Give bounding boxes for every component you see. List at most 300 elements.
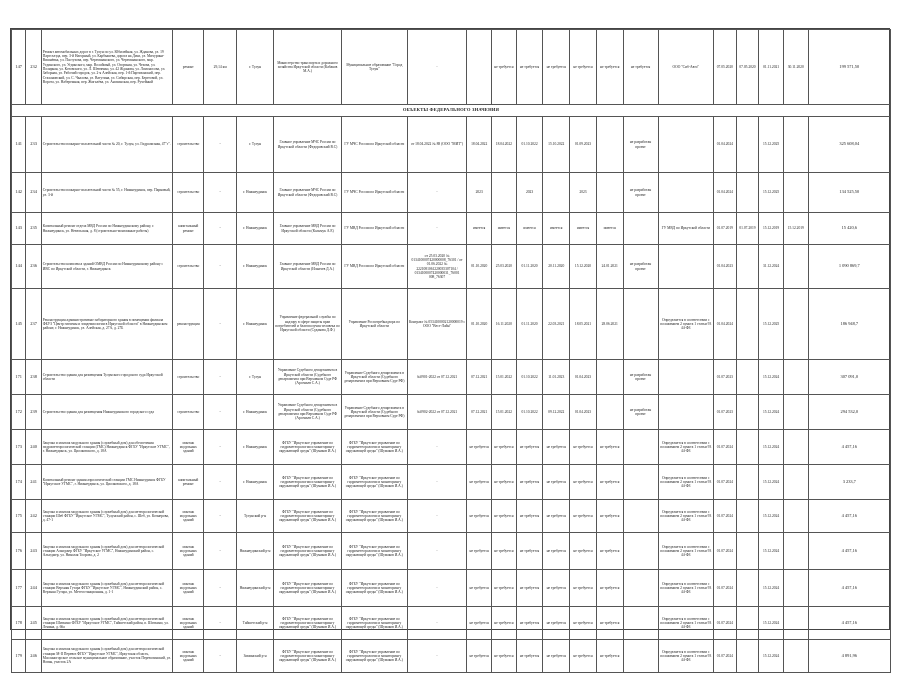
cell-n1: 143 <box>12 213 26 245</box>
cell-customer: Управление Судебного департамента в Иркутской области (Судебного департамента при Верховном Суде РФ (Арсеньев С.А.) <box>274 395 342 430</box>
cell-kind: ремонт <box>173 30 204 105</box>
cell-power: - <box>204 607 237 640</box>
cell-sum: 307 091,0 <box>808 360 890 395</box>
cell-c6: не требуется <box>596 640 623 673</box>
cell-d4 <box>783 245 808 289</box>
cell-sum: 4 457,16 <box>808 430 890 465</box>
cell-c7 <box>623 465 658 500</box>
cell-c5: 18.05.2021 <box>570 289 597 360</box>
cell-n1: 142 <box>12 173 26 213</box>
cell-builder: Управление Судебного департамента в Иркутской области (Судебного департамента при Верховном Суде РФ) <box>341 360 407 395</box>
cell-c5: 01.04.2023 <box>570 360 597 395</box>
cell-c3: не требуется <box>516 533 543 570</box>
cell-customer: Главное управление МЧС России по Иркутской области (Федоровский В.С) <box>274 117 342 173</box>
cell-object: Строительство комплекса зданий ОМВД России по Нижнеудинскому району с ИВС по Иркутской области, г. Нижнеудинск <box>41 245 173 289</box>
cell-builder: ГУ МЧС России по Иркутской области <box>341 173 407 213</box>
cell-d3: 15.12.2019 <box>759 213 784 245</box>
cell-customer: ФГБУ "Иркутское управление по гидрометеорологии и мониторингу окружающей среды" (Шумаков И.А.) <box>274 640 342 673</box>
cell-permit: - <box>407 173 467 213</box>
cell-d4: 30.11.2020 <box>783 30 808 105</box>
cell-c1: не требуется <box>467 465 492 500</box>
cell-customer: Главное управление МВД России по Иркутской области (Ильичев Д.А.) <box>274 245 342 289</box>
cell-c2: 15.01.2022 <box>492 360 517 395</box>
cell-c1: не требуется <box>467 430 492 465</box>
cell-c3: 2023 <box>516 173 543 213</box>
cell-permit: №0902-2022 от 07.12.2021 <box>407 395 467 430</box>
cell-power: - <box>204 640 237 673</box>
cell-object: Закупка и монтаж модульного здания (служебный дом) для метеорологической станции Шеб ФГБУ "Иркутское УГМС", Тулунский район, с. Шеб, ул. Кочнерова, д. 47-1 <box>41 500 173 533</box>
cell-d1: 01.07.2024 <box>714 465 737 500</box>
cell-c5: имеется <box>570 213 597 245</box>
cell-c3: имеется <box>516 213 543 245</box>
cell-d4 <box>783 500 808 533</box>
table-row <box>12 395 891 430</box>
cell-builder: ФГБУ "Иркутское управление по гидрометеорологии и мониторингу окружающей среды" (Шумаков И.А.) <box>341 570 407 607</box>
cell-customer: ФГБУ "Иркутское управление по гидрометеорологии и мониторингу окружающей среды" (Шумаков И.А.) <box>274 570 342 607</box>
cell-c3: не требуется <box>516 465 543 500</box>
cell-c5: не требуется <box>570 30 597 105</box>
registry-sheet <box>10 28 890 665</box>
cell-d1: 01.07.2023 <box>714 360 737 395</box>
table-row <box>12 500 891 533</box>
cell-d1: 01.07.2024 <box>714 640 737 673</box>
cell-kind: капитальный ремонт <box>173 465 204 500</box>
cell-c5: 15.12.2020 <box>570 245 597 289</box>
cell-c7: не требуется <box>623 30 658 105</box>
cell-c7 <box>623 500 658 533</box>
cell-c6: 24.01.2021 <box>596 245 623 289</box>
cell-c4: не требуется <box>543 533 570 570</box>
cell-d2 <box>736 500 759 533</box>
cell-kind: монтаж модульных зданий <box>173 640 204 673</box>
cell-c2: не требуется <box>492 500 517 533</box>
cell-c2: не требуется <box>492 533 517 570</box>
cell-c4: 22.03.2021 <box>543 289 570 360</box>
cell-d2 <box>736 640 759 673</box>
cell-d4 <box>783 289 808 360</box>
cell-permit: Контракт № 0534100002120000019 с ООО "Вест-Лайн" <box>407 289 467 360</box>
cell-c6: не требуется <box>596 465 623 500</box>
cell-customer: Главное управление МЧС России по Иркутской области (Федоровский В.С) <box>274 173 342 213</box>
cell-d1: 01.04.2024 <box>714 117 737 173</box>
cell-place: Зиминский р-н <box>237 640 274 673</box>
cell-c4: не требуется <box>543 607 570 640</box>
cell-c5: не требуется <box>570 640 597 673</box>
cell-c1: не требуется <box>467 570 492 607</box>
cell-object: Закупка и монтаж модульного здания (служебный дом) для метеорологической станции Верхняя Гутара ФГБУ "Иркутское УГМС", Нижнеудинский район, с. Верхняя Гутара, ул. Метеостанционная, д. 1-1 <box>41 570 173 607</box>
cell-place: г. Нижнеудинск <box>237 289 274 360</box>
cell-d2 <box>736 570 759 607</box>
cell-n1: 145 <box>12 289 26 360</box>
cell-builder: ФГБУ "Иркутское управление по гидрометеорологии и мониторингу окружающей среды" (Шумаков И.А.) <box>341 640 407 673</box>
cell-d4 <box>783 430 808 465</box>
cell-c2: не требуется <box>492 570 517 607</box>
cell-c7: не разработан проект <box>623 117 658 173</box>
table-row <box>12 173 891 213</box>
cell-d3: 15.12.2024 <box>759 500 784 533</box>
cell-d4 <box>783 395 808 430</box>
cell-d2: 01.07.2019 <box>736 213 759 245</box>
section-title: ОБЪЕКТЫ ФЕДЕРАЛЬНОГО ЗНАЧЕНИЯ <box>12 105 891 117</box>
cell-d1: 01.04.2023 <box>714 245 737 289</box>
table-row <box>12 640 891 673</box>
cell-c7 <box>623 640 658 673</box>
cell-n1: 171 <box>12 360 26 395</box>
cell-d4: 15.12.2019 <box>783 213 808 245</box>
cell-c3: не требуется <box>516 607 543 640</box>
cell-place: г. Тулун <box>237 117 274 173</box>
cell-c2: 16.11.2020 <box>492 289 517 360</box>
cell-kind: монтаж модульных зданий <box>173 533 204 570</box>
cell-sum: 325 608,04 <box>808 117 890 173</box>
cell-n2: 232 <box>26 30 41 105</box>
cell-permit: - <box>407 30 467 105</box>
cell-n2: 240 <box>26 430 41 465</box>
cell-sum: 186 948,7 <box>808 289 890 360</box>
cell-c4: 15.10.2022 <box>543 117 570 173</box>
table-row <box>12 117 891 173</box>
cell-d4 <box>783 570 808 607</box>
cell-place: г. Нижнеудинск <box>237 430 274 465</box>
cell-place: г. Тулун <box>237 30 274 105</box>
table-row <box>12 430 891 465</box>
cell-c6 <box>596 117 623 173</box>
cell-c2 <box>492 173 517 213</box>
cell-contractor <box>658 117 714 173</box>
cell-permit: от 25.03.2020 № 0134100007420000008_76301 / от 01.06.2022 № 2221081061220035307104 / 0134100007420000031_76001 008_76307 <box>407 245 467 289</box>
cell-c3: не требуется <box>516 430 543 465</box>
cell-place: г. Нижнеудинск <box>237 395 274 430</box>
cell-c6: не требуется <box>596 607 623 640</box>
cell-c3: не требуется <box>516 570 543 607</box>
table-row <box>12 533 891 570</box>
cell-sum: 4 457,16 <box>808 500 890 533</box>
cell-contractor <box>658 173 714 213</box>
cell-n1: 172 <box>12 395 26 430</box>
cell-c4: не требуется <box>543 640 570 673</box>
table-row <box>12 465 891 500</box>
cell-d3: 15.12.2024 <box>759 360 784 395</box>
cell-c6 <box>596 360 623 395</box>
cell-sum: 4 891,96 <box>808 640 890 673</box>
cell-d3: 31.12.2024 <box>759 245 784 289</box>
cell-object: Строительство пожарно-спасательной части № 20, г. Тулун, ул. Гидролизная, 47"г". <box>41 117 173 173</box>
cell-n2: 242 <box>26 500 41 533</box>
cell-d1: 01.07.2024 <box>714 533 737 570</box>
cell-c1: не требуется <box>467 500 492 533</box>
cell-c4: не требуется <box>543 465 570 500</box>
cell-place: Тулунский р-н <box>237 500 274 533</box>
cell-c2: не требуется <box>492 640 517 673</box>
table-row <box>12 570 891 607</box>
cell-c1: 01.10.2020 <box>467 289 492 360</box>
cell-c1: не требуется <box>467 640 492 673</box>
cell-sum: 4 457,16 <box>808 607 890 640</box>
cell-c7 <box>623 533 658 570</box>
cell-kind: монтаж модульных зданий <box>173 607 204 640</box>
cell-d2 <box>736 607 759 640</box>
cell-c3: 01.10.2022 <box>516 395 543 430</box>
cell-builder: Муниципальное образование "Город Тулун" <box>341 30 407 105</box>
cell-d1: 01.07.2024 <box>714 500 737 533</box>
cell-contractor: Определяется в соответствии с положением 2 пункта 1 статьи 93 44-ФЗ <box>658 607 714 640</box>
cell-n1: 141 <box>12 117 26 173</box>
cell-c6 <box>596 395 623 430</box>
cell-place: г. Нижнеудинск <box>237 465 274 500</box>
cell-n1: 173 <box>12 430 26 465</box>
cell-n1: 147 <box>12 30 26 105</box>
cell-permit: - <box>407 500 467 533</box>
cell-c6 <box>596 173 623 213</box>
cell-permit: №0901-2022 от 07.12.2021 <box>407 360 467 395</box>
cell-place: Нижнеудинский р-н <box>237 533 274 570</box>
cell-d1: 01.04.2024 <box>714 173 737 213</box>
cell-place: г. Нижнеудинск <box>237 173 274 213</box>
cell-c7 <box>623 289 658 360</box>
cell-builder: ФГБУ "Иркутское управление по гидрометеорологии и мониторингу окружающей среды" (Шумаков И.А.) <box>341 607 407 640</box>
cell-place: Тайшетский р-н <box>237 607 274 640</box>
cell-object: Строительство пожарно-спасательной части № 55, г. Нижнеудинск, пер. Парковый, ул. 3-й <box>41 173 173 213</box>
cell-c4: 11.01.2023 <box>543 360 570 395</box>
cell-place: г. Тулун <box>237 360 274 395</box>
cell-kind: строительство <box>173 395 204 430</box>
cell-n2: 243 <box>26 533 41 570</box>
cell-place: г. Нижнеудинск <box>237 245 274 289</box>
registry-table <box>11 29 891 673</box>
cell-c3: 01.10.2022 <box>516 360 543 395</box>
table-row <box>12 289 891 360</box>
cell-object: Закупка и монтаж модульного здания (служебный дом) для обеспечения гидрометеорологической станции (ГМС) Нижнеудинск ФГБУ "Иркутское УГМС", г. Нижнеудинск, ул. Циолковского, д. 18А <box>41 430 173 465</box>
cell-d1: 07.05.2020 <box>714 30 737 105</box>
cell-permit: - <box>407 213 467 245</box>
cell-contractor: Определяется в соответствии с положением 2 пункта 1 статьи 93 44-ФЗ <box>658 533 714 570</box>
cell-c3: 01.11.2020 <box>516 289 543 360</box>
cell-object: Строительство здания для размещения Тулунского городского суда Иркутской области <box>41 360 173 395</box>
cell-c7 <box>623 213 658 245</box>
cell-d1: 01.07.2024 <box>714 430 737 465</box>
cell-c4: не требуется <box>543 30 570 105</box>
cell-c4: 09.12.2022 <box>543 395 570 430</box>
cell-d2 <box>736 430 759 465</box>
cell-power: - <box>204 570 237 607</box>
table-row <box>12 30 891 105</box>
cell-c4 <box>543 173 570 213</box>
cell-d1: 01.04.2024 <box>714 289 737 360</box>
cell-contractor: ГУ МВД по Иркутской области <box>658 213 714 245</box>
table-row <box>12 607 891 640</box>
cell-kind: монтаж модульных зданий <box>173 500 204 533</box>
cell-place: Нижнеудинский р-н <box>237 570 274 607</box>
table-row <box>12 213 891 245</box>
cell-c4: не требуется <box>543 430 570 465</box>
cell-d3: 15.12.2024 <box>759 607 784 640</box>
cell-builder: ФГБУ "Иркутское управление по гидрометеорологии и мониторингу окружающей среды" (Шумаков И.А.) <box>341 430 407 465</box>
cell-n2: 236 <box>26 245 41 289</box>
cell-object: Строительство здания для размещения Нижнеудинского городского суда <box>41 395 173 430</box>
cell-n2: 238 <box>26 360 41 395</box>
cell-builder: ГУ МВД России по Иркутской области <box>341 213 407 245</box>
cell-d2 <box>736 533 759 570</box>
cell-sum: 199 571,50 <box>808 30 890 105</box>
cell-customer: ФГБУ "Иркутское управление по гидрометеорологии и мониторингу окружающей среды" (Шумаков И.А.) <box>274 465 342 500</box>
cell-kind: капитальный ремонт <box>173 213 204 245</box>
cell-c5: 2023 <box>570 173 597 213</box>
cell-c5: не требуется <box>570 570 597 607</box>
cell-n1: 177 <box>12 570 26 607</box>
cell-power: - <box>204 360 237 395</box>
cell-power: - <box>204 395 237 430</box>
cell-d3: 01.11.2021 <box>759 30 784 105</box>
cell-customer: ФГБУ "Иркутское управление по гидрометеорологии и мониторингу окружающей среды" (Шумаков И.А.) <box>274 533 342 570</box>
cell-sum: 294 532,0 <box>808 395 890 430</box>
cell-contractor <box>658 395 714 430</box>
cell-d3: 15.12.2024 <box>759 395 784 430</box>
cell-d3: 15.12.2024 <box>759 570 784 607</box>
cell-n1: 174 <box>12 465 26 500</box>
cell-kind: строительство <box>173 173 204 213</box>
cell-permit: от 18.04.2022 № 88 (ООО "МИТ") <box>407 117 467 173</box>
cell-c4: не требуется <box>543 500 570 533</box>
cell-c2: не требуется <box>492 607 517 640</box>
cell-c5: не требуется <box>570 500 597 533</box>
cell-contractor: Определяется в соответствии с положением 2 пункта 1 статьи 93 44-ФЗ <box>658 465 714 500</box>
cell-d2 <box>736 117 759 173</box>
cell-c5: 01.04.2023 <box>570 395 597 430</box>
cell-permit: - <box>407 570 467 607</box>
cell-c5: не требуется <box>570 430 597 465</box>
cell-c7 <box>623 430 658 465</box>
cell-n2: 239 <box>26 395 41 430</box>
cell-c1 <box>467 30 492 105</box>
cell-object: Закупка и монтаж модульного здания (служебный дом) для метеорологической станции Шиткино ФГБУ "Иркутское УГМС", Тайшетский район, п. Шиткино, ул. Ленина, д. 66а <box>41 607 173 640</box>
cell-permit: - <box>407 607 467 640</box>
cell-n1: 144 <box>12 245 26 289</box>
cell-n2: 246 <box>26 640 41 673</box>
cell-d3: 15.12.2025 <box>759 289 784 360</box>
cell-customer: ФГБУ "Иркутское управление по гидрометеорологии и мониторингу окружающей среды" (Шумаков И.А.) <box>274 607 342 640</box>
cell-sum: 3 233,7 <box>808 465 890 500</box>
cell-d4 <box>783 173 808 213</box>
cell-power: - <box>204 245 237 289</box>
cell-permit: - <box>407 640 467 673</box>
cell-c1: не требуется <box>467 533 492 570</box>
cell-c5: не требуется <box>570 533 597 570</box>
cell-c3: не требуется <box>516 30 543 105</box>
cell-c6: не требуется <box>596 533 623 570</box>
cell-permit: - <box>407 430 467 465</box>
cell-kind: строительство <box>173 117 204 173</box>
cell-customer: Управление федеральной службы по надзору в сфере защиты прав потребителей и благополучия человека по Иркутской области (Судакова Д.Ф.) <box>274 289 342 360</box>
cell-kind: строительство <box>173 360 204 395</box>
cell-n1: 178 <box>12 607 26 640</box>
cell-contractor <box>658 245 714 289</box>
cell-c1: 07.12.2021 <box>467 395 492 430</box>
cell-contractor: ООО "Сиб-Авто" <box>658 30 714 105</box>
cell-power: - <box>204 533 237 570</box>
cell-contractor: Определяется в соответствии с положением 2 пункта 1 статьи 93 44-ФЗ <box>658 640 714 673</box>
cell-c5: не требуется <box>570 465 597 500</box>
cell-n1: 175 <box>12 500 26 533</box>
cell-c1: не требуется <box>467 607 492 640</box>
cell-c4: не требуется <box>543 570 570 607</box>
cell-kind: строительство <box>173 245 204 289</box>
cell-c1: имеется <box>467 213 492 245</box>
cell-d3: 15.12.2025 <box>759 117 784 173</box>
cell-d4 <box>783 360 808 395</box>
cell-c4: 20.11.2020 <box>543 245 570 289</box>
cell-contractor <box>658 360 714 395</box>
cell-c7: не разработан проект <box>623 173 658 213</box>
cell-n2: 234 <box>26 173 41 213</box>
cell-d2 <box>736 289 759 360</box>
cell-d1: 01.07.2024 <box>714 607 737 640</box>
cell-sum: 134 525,50 <box>808 173 890 213</box>
cell-c6: не требуется <box>596 570 623 607</box>
cell-n2: 237 <box>26 289 41 360</box>
cell-c6: 28.06.2021 <box>596 289 623 360</box>
cell-d4 <box>783 607 808 640</box>
cell-c1: 2023 <box>467 173 492 213</box>
cell-c3: не требуется <box>516 640 543 673</box>
cell-c6: не требуется <box>596 30 623 105</box>
cell-c2: 15.01.2022 <box>492 395 517 430</box>
cell-object: Капитальный ремонт здания аэрологической станции ГМС Нижнеудинск ФГБУ "Иркутское УГМС", г. Нижнеудинск, ул. Циолковского, д. 18А <box>41 465 173 500</box>
cell-d2 <box>736 395 759 430</box>
cell-power: 29,14 км <box>204 30 237 105</box>
cell-power: - <box>204 500 237 533</box>
cell-d1: 01.07.2019 <box>714 213 737 245</box>
cell-d2: 07.05.2020 <box>736 30 759 105</box>
cell-d4 <box>783 465 808 500</box>
cell-customer: ФГБУ "Иркутское управление по гидрометеорологии и мониторингу окружающей среды" (Шумаков И.А.) <box>274 500 342 533</box>
cell-builder: ГУ МВД России по Иркутской области <box>341 245 407 289</box>
cell-sum: 15 420,6 <box>808 213 890 245</box>
cell-d2 <box>736 360 759 395</box>
cell-sum: 4 457,16 <box>808 570 890 607</box>
cell-c3: 01.10.2022 <box>516 117 543 173</box>
cell-power: - <box>204 465 237 500</box>
cell-contractor: Определяется в соответствии с положением 2 пункта 1 статьи 93 44-ФЗ <box>658 289 714 360</box>
cell-n1: 179 <box>12 640 26 673</box>
cell-permit: - <box>407 533 467 570</box>
cell-c7 <box>623 570 658 607</box>
cell-power: - <box>204 430 237 465</box>
cell-contractor: Определяется в соответствии с положением 2 пункта 1 статьи 93 44-ФЗ <box>658 500 714 533</box>
cell-d2 <box>736 173 759 213</box>
cell-n2: 245 <box>26 607 41 640</box>
cell-c4: имеется <box>543 213 570 245</box>
cell-customer: Управление Судебного департамента в Иркутской области (Судебного департамента при Верховном Суде РФ (Арсеньев С.А.) <box>274 360 342 395</box>
cell-d2 <box>736 245 759 289</box>
cell-c5: 01.09.2023 <box>570 117 597 173</box>
cell-c3: не требуется <box>516 500 543 533</box>
cell-builder: ФГБУ "Иркутское управление по гидрометеорологии и мониторингу окружающей среды" (Шумаков И.А.) <box>341 500 407 533</box>
cell-permit: - <box>407 465 467 500</box>
cell-d4 <box>783 640 808 673</box>
cell-d4 <box>783 533 808 570</box>
cell-d3: 15.12.2025 <box>759 173 784 213</box>
table-body <box>12 30 891 673</box>
cell-sum: 4 457,16 <box>808 533 890 570</box>
cell-c6: не требуется <box>596 500 623 533</box>
cell-c1: 07.12.2021 <box>467 360 492 395</box>
cell-d1: 01.07.2023 <box>714 395 737 430</box>
cell-object: Ремонт автомобильных дорог в г. Тулун по ул. Юбилейная, ул. Жданова, ул. 19 Партсъезда, пер. 3-й Нагорный, ул. Карбышева, дорога на Дачи, ул. Мичурина-Вишнёвка, ул. Пастухова, пер. Черемшанского, ул. Черемшанского, мкр. Угдинского, ул. Угдинского, мкр. Волоймый, ул. Огорчная, ул. Чехова, ул. Полярная, ул. Котовского, ул. Л. Шевченко, ул. 42 Жданова, ул. Ломоносова, ул. Заборная, ул. Рабочий городок, ул. 2-я Алейская, пер. 1-й Партизанский, пер. Стахановский, ул. С. Чкалова, ул. Ватутина, ул. Сибирская, пер. Береговой, ул. Ворота, ул. Набережная, пер. Жигалёва, ул. Анохинская, пер. Ручейный <box>41 30 173 105</box>
cell-c7: не разработан проект <box>623 245 658 289</box>
cell-c3: 01.11.2020 <box>516 245 543 289</box>
cell-builder: ФГБУ "Иркутское управление по гидрометеорологии и мониторингу окружающей среды" (Шумаков И.А.) <box>341 465 407 500</box>
cell-object: Реконструкция административно-лабораторного здания в помещении филиала ФБУЗ "Центр гигиены и эпидемиологии в Иркутской области" в Нижнеудинском районе, г. Нижнеудинск, ул. Алейская, д. 27А, д. 27Б <box>41 289 173 360</box>
